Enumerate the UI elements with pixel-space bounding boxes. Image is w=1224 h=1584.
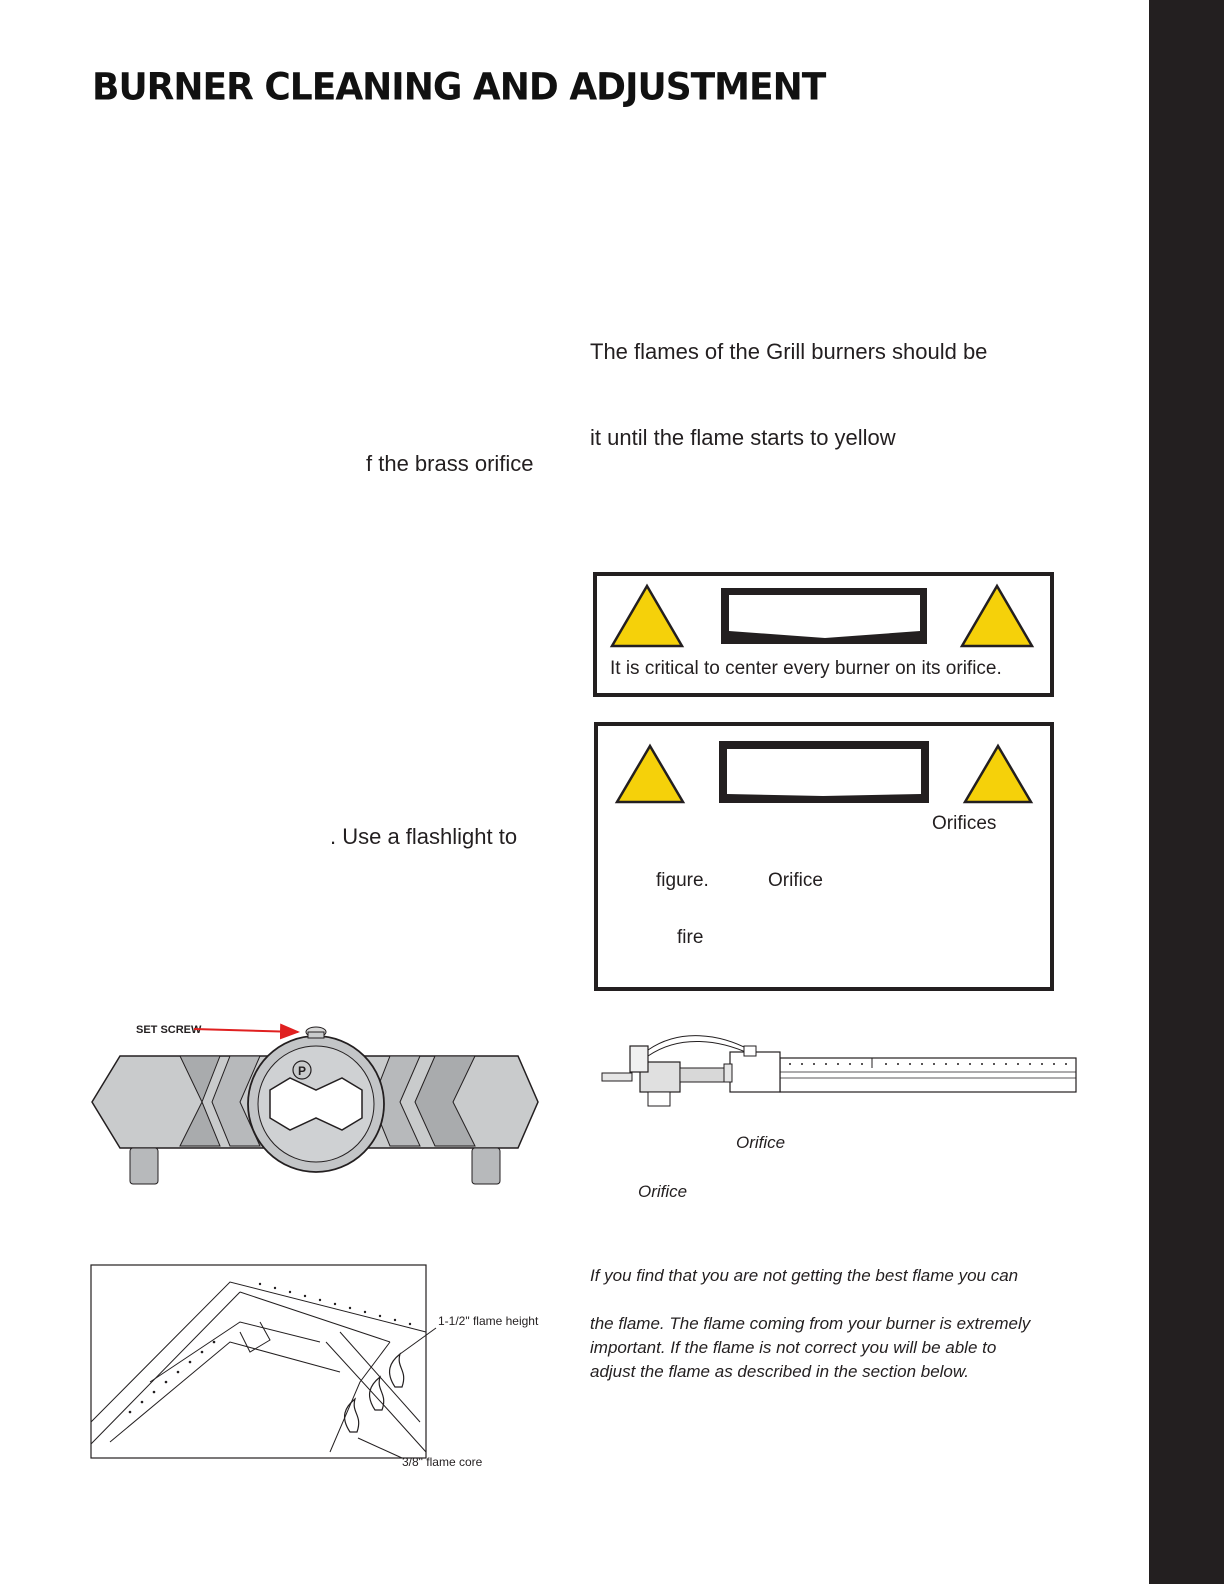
warning-banner-icon bbox=[721, 588, 927, 644]
page-title: BURNER CLEANING AND ADJUSTMENT bbox=[92, 66, 826, 110]
warning-triangle-icon bbox=[962, 586, 1032, 646]
warning-box-center-burner bbox=[593, 572, 1054, 697]
orifice-label-2: Orifice bbox=[638, 1182, 688, 1201]
set-screw-label: SET SCREW bbox=[136, 1024, 202, 1036]
flame-height-label: 1-1/2" flame height bbox=[438, 1314, 539, 1328]
body-text-flames: The flames of the Grill burners should be bbox=[590, 339, 988, 364]
burner-orifice-figure bbox=[600, 1028, 1082, 1118]
flame-height-figure bbox=[90, 1262, 560, 1492]
body-text-flashlight: . Use a flashlight to bbox=[330, 824, 518, 849]
warning-triangle-icon bbox=[617, 746, 683, 802]
warning-banner-icon bbox=[719, 741, 929, 803]
warning-graphics bbox=[598, 726, 1050, 987]
body-text-orifice: f the brass orifice bbox=[366, 451, 534, 476]
warning-word-figure: figure. bbox=[656, 870, 709, 891]
body-text-yellow: it until the flame starts to yellow bbox=[590, 425, 896, 450]
flame-note-line-2: the flame. The flame coming from your burner is extremely bbox=[590, 1314, 1031, 1333]
orifice-label-1: Orifice bbox=[736, 1133, 786, 1152]
flame-note-line-4: adjust the flame as described in the section below. bbox=[590, 1362, 969, 1381]
p-badge: P bbox=[298, 1064, 307, 1078]
warning-word-orifice: Orifice bbox=[768, 870, 823, 891]
warning-triangle-icon bbox=[965, 746, 1031, 802]
flame-core-label: 3/8" flame core bbox=[402, 1455, 483, 1469]
flame-note-line-3: important. If the flame is not correct you will be able to bbox=[590, 1338, 997, 1357]
warning-word-orifices: Orifices bbox=[932, 813, 997, 834]
flame-note-line-1: If you find that you are not getting the best flame you can bbox=[590, 1266, 1019, 1285]
warning-triangle-icon bbox=[612, 586, 682, 646]
warning-text: It is critical to center every burner on its orifice. bbox=[610, 658, 1002, 679]
page-edge-bar bbox=[1149, 0, 1224, 1584]
warning-box-orifices bbox=[594, 722, 1054, 991]
warning-word-fire: fire bbox=[677, 927, 704, 948]
set-screw-figure bbox=[90, 1018, 550, 1228]
